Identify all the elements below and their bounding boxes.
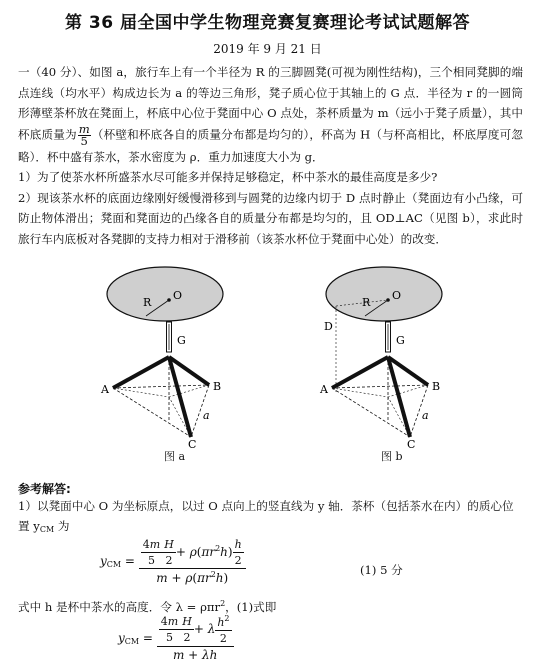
question-2: 2）现该茶水杯的底面边缘刚好缓慢滑移到与圆凳的边缘内切于 D 点时静止（凳面边有小凸缘，可防止物体滑出；凳面和凳面边的凸缘各自的质量分布都是均匀的，且 OD⊥AC（见图 b），求此时旅行车内底板对各凳脚的支持力相对于滑移前（该茶水杯位于凳面中心处）的改变． [18, 190, 523, 246]
figure-b-caption: 图 b [381, 450, 403, 463]
figure-a [95, 262, 235, 462]
solution-text-2: 式中 h 是杯中茶水的高度．令 λ = ρπr$^2$，(1)式即 [18, 599, 277, 614]
label-B: B [213, 380, 222, 393]
label-G: G [177, 334, 186, 347]
label-B: B [432, 380, 441, 393]
label-a: a [203, 409, 210, 422]
problem-text [18, 62, 523, 249]
figure-a-caption: 图 a [164, 450, 186, 463]
equation-1-tag: (1) 5 分 [360, 563, 403, 577]
problem-intro: 一（40 分）、如图 a，旅行车上有一个半径为 R 的三脚圆凳(可视为刚性结构)，三个相同凳脚的端点连线（均水平）构成边长为 a 的等边三角形，凳子质心位于其轴上的 G 点．半径为 r 的一圆筒形薄壁茶杯放在凳面上，杯底中心位于凳面中心 O 点处，茶杯质量为 m（远小于凳子质量），其中杯底质量为 [18, 65, 523, 141]
equation-2: $y_{CM}$ = $\frac{4m}{5}$ $\frac{H}{2}$ + λ $\frac{h^2}{2}$ m + λh [118, 614, 234, 662]
label-O: O [392, 289, 402, 302]
label-G: G [396, 334, 405, 347]
exam-date: 2019 年 9 月 21 日 [213, 42, 322, 56]
solution-text: 1）以凳面中心 O 为坐标原点，以过 O 点向上的竖直线为 y 轴．茶杯（包括茶水在内）的质心位置 $y_{CM}$ 为 [18, 499, 514, 534]
problem-intro-cont: （杯壁和杯底各自的质量分布都是均匀的），杯高为 H（与杯高相比，杯底厚度可忽略）．杯中盛有茶水，茶水密度为 ρ．重力加速度大小为 g． [18, 127, 523, 164]
fraction-m-over-5: $\frac{m}{5}$ [78, 121, 90, 148]
label-O: O [173, 289, 183, 302]
label-R: R [143, 296, 152, 309]
page-title: 第 36 届全国中学生物理竞赛复赛理论考试试题解答 [65, 13, 470, 33]
solution-heading: 参考解答: [18, 482, 71, 496]
question-1: 1）为了使茶水杯所盛茶水尽可能多并保持足够稳定，杯中茶水的最佳高度是多少? [18, 170, 438, 184]
label-C: C [188, 438, 197, 451]
label-R: R [362, 296, 371, 309]
label-A: A [320, 383, 328, 396]
label-C: C [407, 438, 416, 451]
equation-1: $y_{CM}$ = $\frac{4m}{5}$ $\frac{H}{2}$ + $\rho(\pi r^2h)$ $\frac{h}{2}$ $m + \rho(\pi r^2h)$ [100, 538, 246, 585]
figure-b [312, 262, 457, 462]
label-D: D [324, 320, 333, 333]
label-a: a [422, 409, 429, 422]
label-A: A [101, 383, 109, 396]
